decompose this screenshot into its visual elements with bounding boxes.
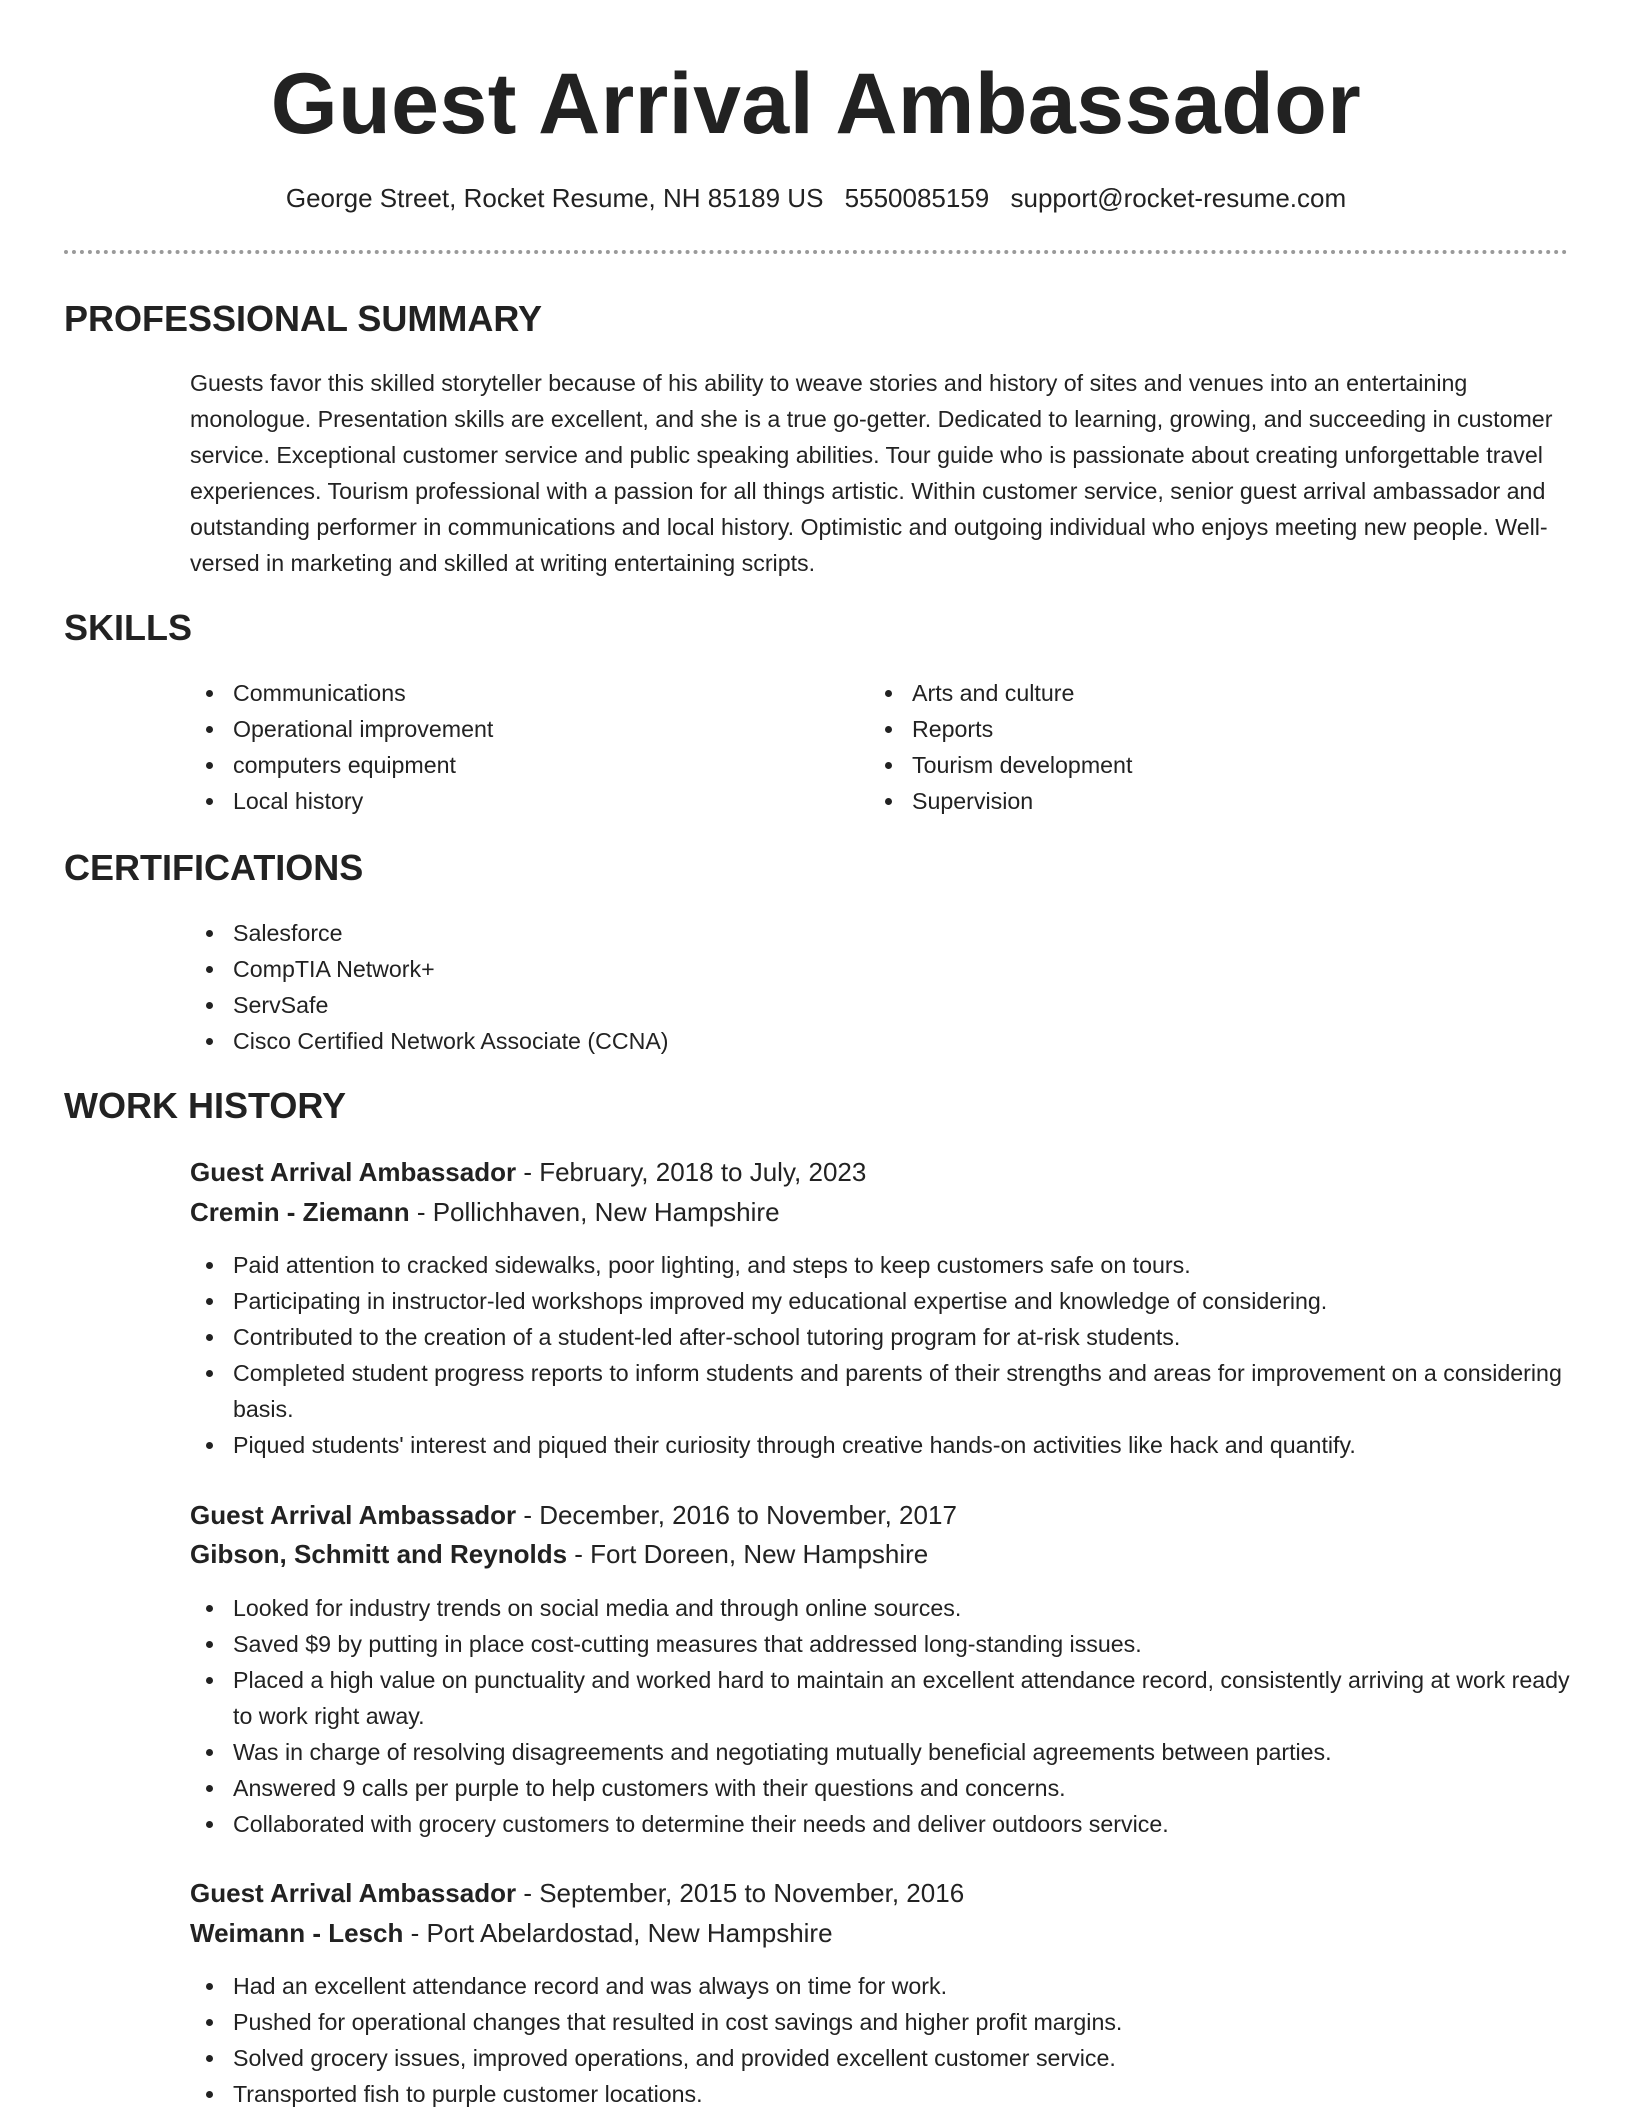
contact-address: George Street, Rocket Resume, NH 85189 US	[285, 183, 824, 213]
job-location: - Fort Doreen, New Hampshire	[567, 1539, 929, 1569]
job-company-line	[190, 1915, 833, 1951]
contact-line	[0, 180, 1632, 216]
skills-heading: SKILLS	[64, 607, 193, 648]
certification-item: CompTIA Network+	[190, 951, 1570, 987]
skill-item: Arts and culture	[869, 675, 1489, 711]
job-location: - Port Abelardostad, New Hampshire	[403, 1918, 833, 1948]
duty-item: Paid attention to cracked sidewalks, poor lighting, and steps to keep customers safe on tours.	[190, 1247, 1570, 1283]
duty-item: Pushed for operational changes that resulted in cost savings and higher profit margins.	[190, 2004, 1570, 2040]
duty-item: Was in charge of resolving disagreements and negotiating mutually beneficial agreements between parties.	[190, 1734, 1570, 1770]
duty-item: Had an excellent attendance record and was always on time for work.	[190, 1968, 1570, 2004]
job-title: Guest Arrival Ambassador	[190, 1157, 517, 1187]
job-title-line	[190, 1497, 957, 1533]
job-dates: - February, 2018 to July, 2023	[516, 1157, 867, 1187]
duty-item: Solved grocery issues, improved operations, and provided excellent customer service.	[190, 2040, 1570, 2076]
skills-list-right	[869, 675, 1489, 819]
job-title-line	[190, 1154, 866, 1190]
job-location: - Pollichhaven, New Hampshire	[409, 1197, 780, 1227]
duty-item: Answered 9 calls per purple to help customers with their questions and concerns.	[190, 1770, 1570, 1806]
skill-item: Supervision	[869, 783, 1489, 819]
skill-item: Communications	[190, 675, 810, 711]
job-title: Guest Arrival Ambassador	[190, 1500, 517, 1530]
candidate-name: Guest Arrival Ambassador	[270, 56, 1362, 152]
work-history-heading: WORK HISTORY	[64, 1085, 347, 1126]
job-duties	[190, 1968, 1570, 2112]
duty-item: Piqued students' interest and piqued their curiosity through creative hands-on activities like hack and quantify.	[190, 1427, 1570, 1463]
job-company-line	[190, 1194, 780, 1230]
summary-text: Guests favor this skilled storyteller because of his ability to weave stories and history of sites and venues into an entertaining monologue. Presentation skills are excellent, and she is a true go-getter. Dedicated to learning, growing, and succeeding in customer service. Exceptional customer service and public speaking abilities. Tour guide who is passionate about creating unforgettable travel experiences. Tourism professional with a passion for all things artistic. Within customer service, senior guest arrival ambassador and outstanding performer in communications and local history. Optimistic and outgoing individual who enjoys meeting new people. Well-versed in marketing and skilled at writing entertaining scripts.	[190, 370, 1553, 576]
skill-item: Reports	[869, 711, 1489, 747]
duty-item: Completed student progress reports to inform students and parents of their strengths and areas for improvement on a considering basis.	[190, 1355, 1570, 1427]
job-company: Gibson, Schmitt and Reynolds	[190, 1539, 568, 1569]
job-duties	[190, 1590, 1570, 1842]
duty-item: Placed a high value on punctuality and worked hard to maintain an excellent attendance record, consistently arriving at work ready to work right away.	[190, 1662, 1570, 1734]
header-divider	[64, 250, 1568, 254]
duty-item: Contributed to the creation of a student-led after-school tutoring program for at-risk students.	[190, 1319, 1570, 1355]
job-company: Weimann - Lesch	[190, 1918, 404, 1948]
job-title: Guest Arrival Ambassador	[190, 1878, 517, 1908]
skill-item: Tourism development	[869, 747, 1489, 783]
summary-heading: PROFESSIONAL SUMMARY	[64, 298, 543, 339]
duty-item: Saved $9 by putting in place cost-cutting measures that addressed long-standing issues.	[190, 1626, 1570, 1662]
certification-item: ServSafe	[190, 987, 1570, 1023]
contact-email: support@rocket-resume.com	[1010, 183, 1347, 213]
job-dates: - December, 2016 to November, 2017	[516, 1500, 957, 1530]
contact-phone: 5550085159	[844, 183, 990, 213]
certification-item: Cisco Certified Network Associate (CCNA)	[190, 1023, 1570, 1059]
skill-item: Operational improvement	[190, 711, 810, 747]
certifications-list	[190, 915, 1570, 1059]
certifications-heading: CERTIFICATIONS	[64, 847, 364, 888]
duty-item: Participating in instructor-led workshops improved my educational expertise and knowledge of considering.	[190, 1283, 1570, 1319]
job-dates: - September, 2015 to November, 2016	[516, 1878, 965, 1908]
job-title-line	[190, 1875, 964, 1911]
skill-item: Local history	[190, 783, 810, 819]
job-duties	[190, 1247, 1570, 1463]
job-company: Cremin - Ziemann	[190, 1197, 410, 1227]
skill-item: computers equipment	[190, 747, 810, 783]
certification-item: Salesforce	[190, 915, 1570, 951]
duty-item: Transported fish to purple customer locations.	[190, 2076, 1570, 2112]
job-company-line	[190, 1536, 928, 1572]
duty-item: Looked for industry trends on social media and through online sources.	[190, 1590, 1570, 1626]
duty-item: Collaborated with grocery customers to determine their needs and deliver outdoors service.	[190, 1806, 1570, 1842]
skills-list-left	[190, 675, 810, 819]
